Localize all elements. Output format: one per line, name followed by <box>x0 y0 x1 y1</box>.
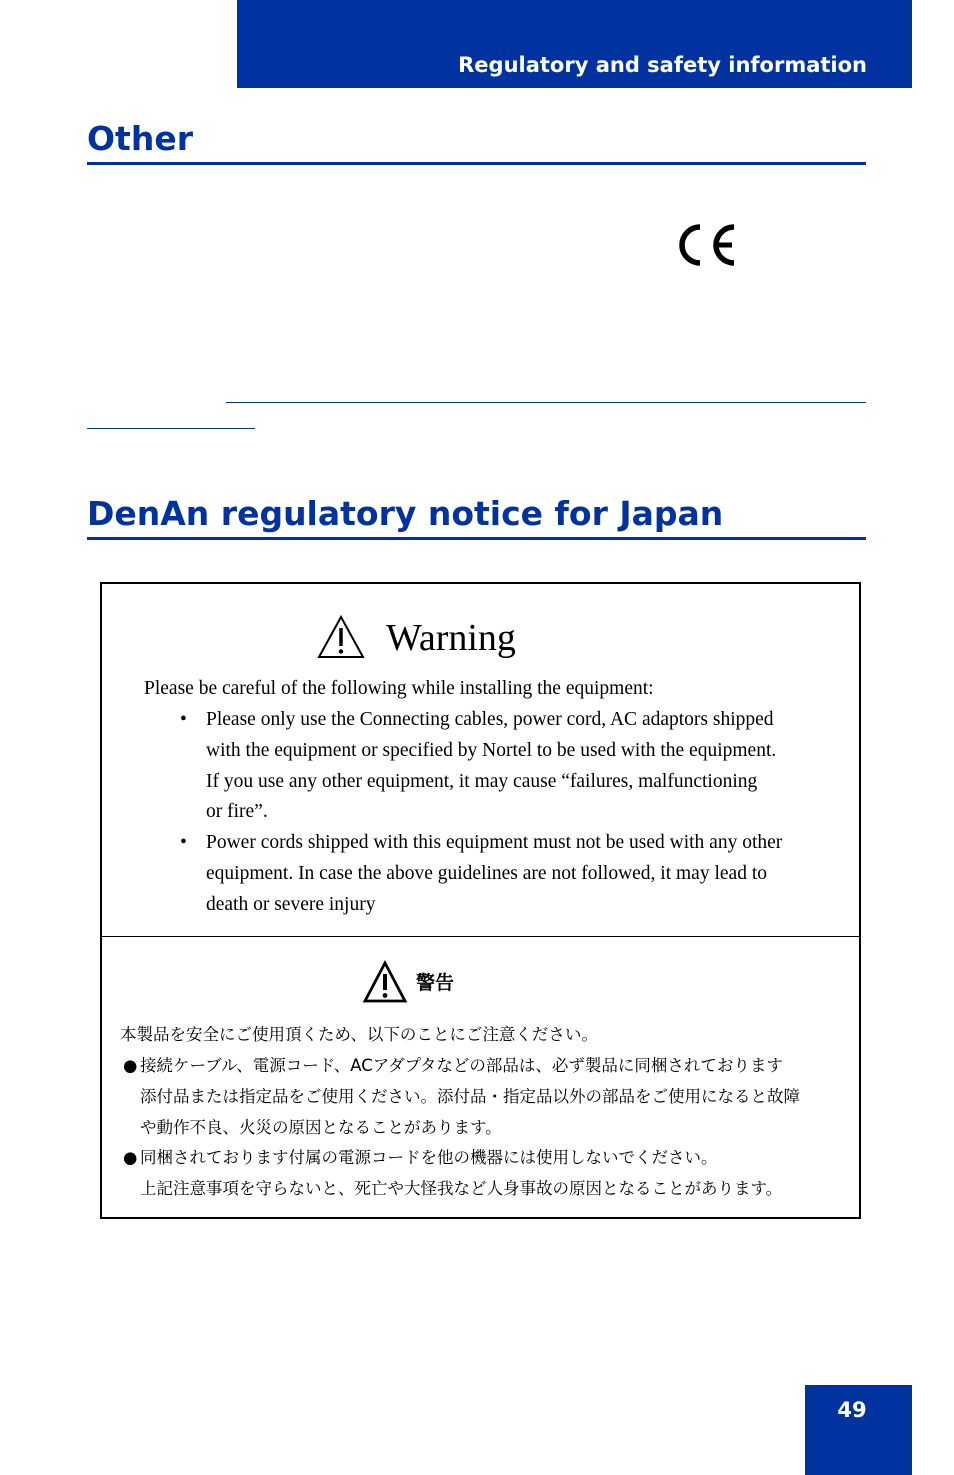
bullet-icon: • <box>180 832 187 854</box>
header-band <box>237 0 912 88</box>
bullet-line: や動作不良、火災の原因となることがあります。 <box>140 1117 502 1137</box>
bullet-icon: ● <box>123 1056 138 1075</box>
page-number: 49 <box>837 1398 867 1422</box>
bullet-line: 上記注意事項を守らないと、死亡や大怪我など人身事故の原因となることがあります。 <box>140 1179 783 1199</box>
bullet-line: equipment. In case the above guidelines are not followed, it may lead to <box>206 862 767 884</box>
bullet-line: 接続ケーブル、電源コード、ACアダプタなどの部品は、必ず製品に同梱されております <box>140 1056 783 1075</box>
running-header-title: Regulatory and safety information <box>458 53 867 77</box>
warning-triangle-icon <box>316 614 366 660</box>
bullet-line: If you use any other equipment, it may cause “failures, malfunctioning <box>206 770 758 792</box>
warning-title-japanese: 警告 <box>416 972 455 994</box>
bullet-line: or fire”. <box>206 801 268 823</box>
warning-triangle-icon <box>362 960 408 1004</box>
warning-notice-box <box>100 582 861 1219</box>
list-item <box>120 1143 845 1205</box>
bullet-icon: ● <box>123 1148 138 1168</box>
warning-japanese-panel <box>102 938 859 1217</box>
bullet-line: Power cords shipped with this equipment must not be used with any other <box>206 832 783 854</box>
bullet-line: 同梱されております付属の電源コードを他の機器には使用しないでください。 <box>140 1148 718 1168</box>
list-item <box>144 705 824 828</box>
warning-intro-japanese: 本製品を安全にご使用頂くため、以下のことにご注意ください。 <box>120 1025 598 1044</box>
hyperlink-underline[interactable] <box>226 402 866 403</box>
list-item <box>120 1051 845 1143</box>
warning-intro: Please be careful of the following while installing the equipment: <box>144 678 654 699</box>
section-heading-other: Other <box>87 119 866 165</box>
bullet-line: 添付品または指定品をご使用ください。添付品・指定品以外の部品をご使用になると故障 <box>140 1086 800 1106</box>
bullet-line: with the equipment or specified by Nortel to be used with the equipment. <box>206 739 777 761</box>
panel-divider <box>102 936 859 937</box>
ce-mark-icon <box>678 223 738 267</box>
bullet-icon: • <box>180 709 187 730</box>
page-number-band <box>805 1385 912 1475</box>
bullet-line: Please only use the Connecting cables, power cord, AC adaptors shipped <box>206 709 774 730</box>
warning-bullet-list <box>144 705 824 921</box>
section-heading-denan: DenAn regulatory notice for Japan <box>87 494 866 540</box>
hyperlink-underline[interactable] <box>87 428 255 429</box>
warning-english-panel <box>102 584 859 936</box>
list-item <box>144 828 824 920</box>
warning-bullet-list-japanese <box>120 1051 845 1205</box>
bullet-line: death or severe injury <box>206 893 376 915</box>
warning-title: Warning <box>386 617 516 659</box>
